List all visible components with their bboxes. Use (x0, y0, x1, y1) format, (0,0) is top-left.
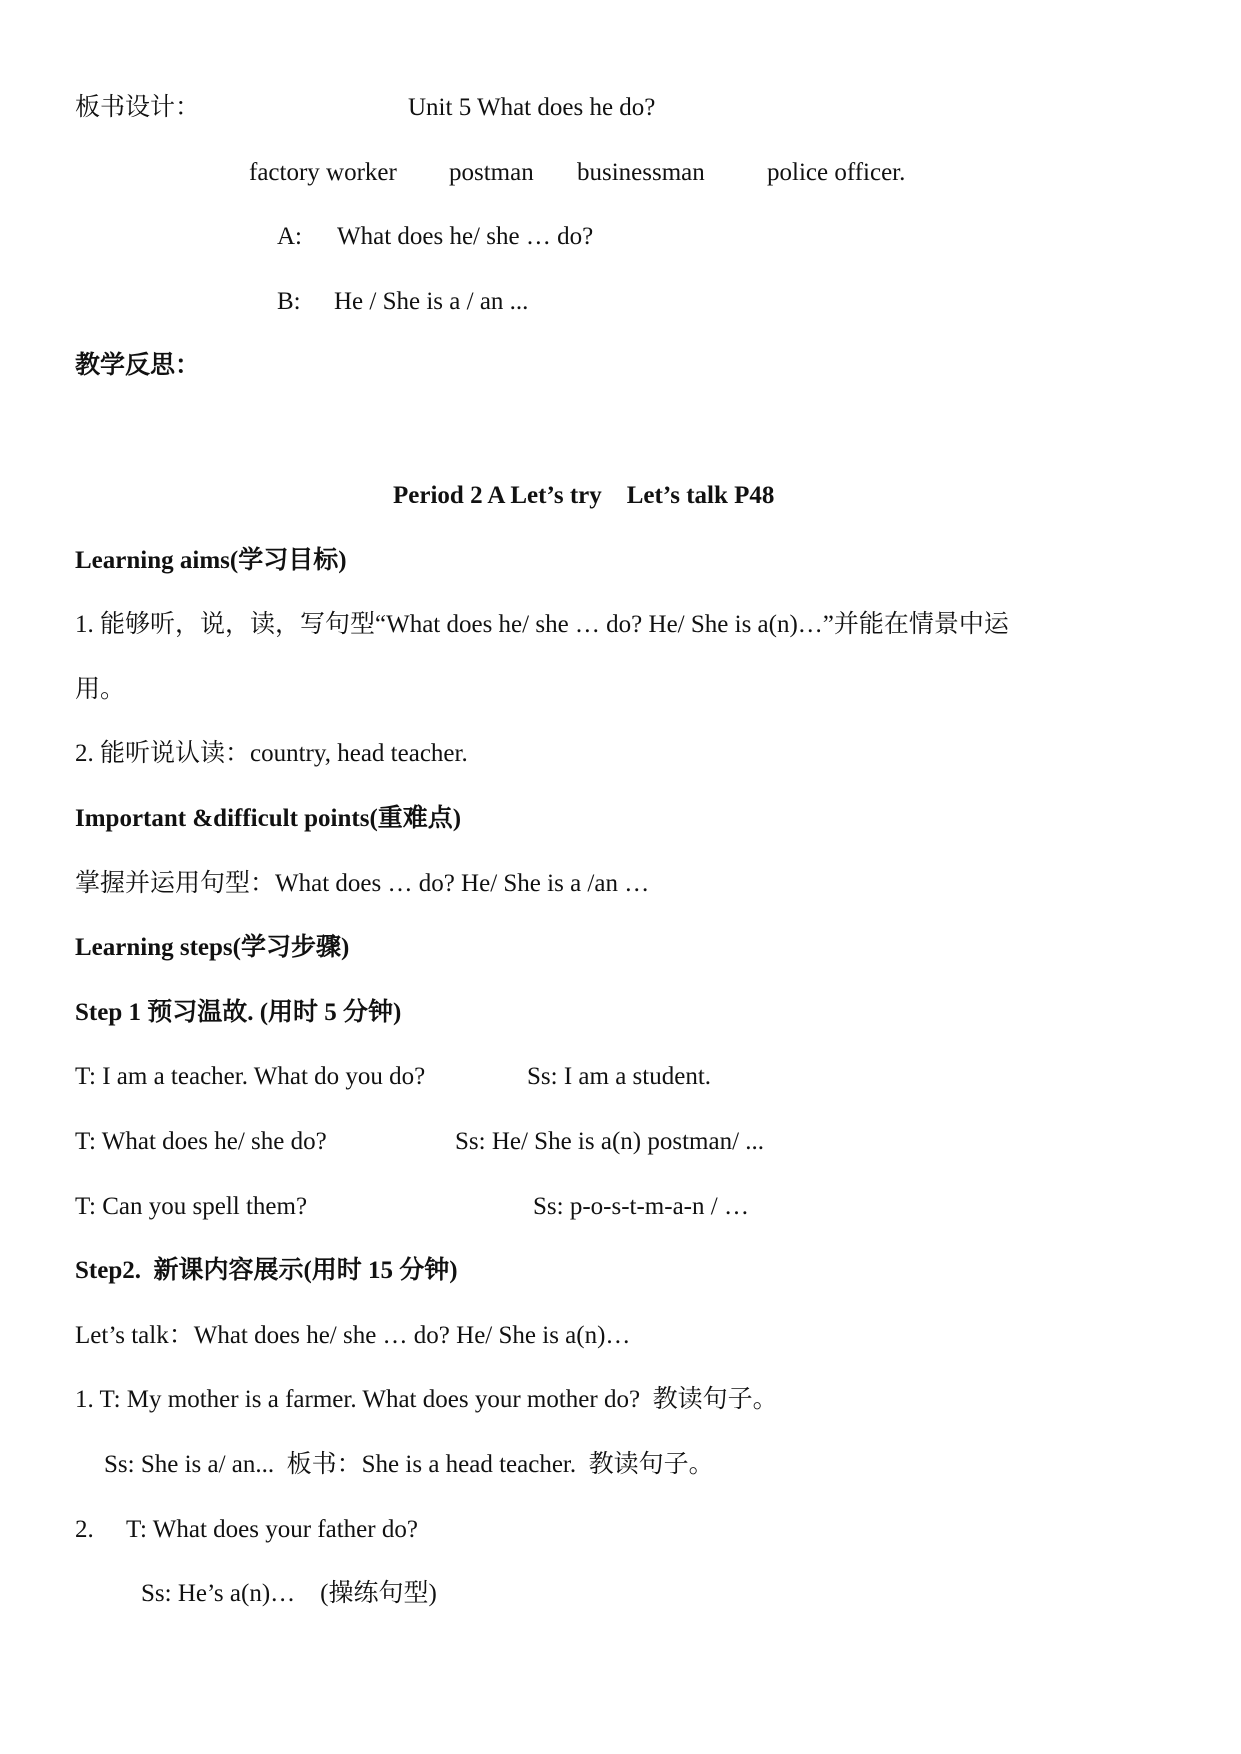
step1-row-3-students: Ss: p-o-s-t-m-a-n / … (533, 1193, 749, 1220)
step2-item-2-number: 2. (75, 1516, 94, 1543)
step1-row-1-teacher: T: I am a teacher. What do you do? (75, 1063, 426, 1090)
step1-row-2-students: Ss: He/ She is a(n) postman/ ... (455, 1128, 765, 1155)
step2-item-1-teacher: 1. T: My mother is a farmer. What does your mother do? 教读句子。 (75, 1386, 778, 1413)
step2-heading: Step2. 新课内容展示(用时 15 分钟) (75, 1257, 458, 1284)
vocab-word-factory-worker: factory worker (249, 159, 397, 186)
aims-heading: Learning aims(学习目标) (75, 547, 347, 574)
dialog-b-text: He / She is a / an ... (334, 288, 529, 315)
dialog-a-marker: A: (277, 223, 302, 250)
vocab-word-police-officer: police officer. (767, 159, 906, 186)
steps-heading: Learning steps(学习步骤) (75, 934, 350, 961)
step1-heading: Step 1 预习温故. (用时 5 分钟) (75, 999, 402, 1026)
points-heading: Important &difficult points(重难点) (75, 805, 462, 832)
dialog-a-text: What does he/ she … do? (337, 223, 594, 250)
board-design-label: 板书设计： (75, 94, 201, 121)
step2-item-1-students: Ss: She is a/ an... 板书：She is a head teacher. 教读句子。 (104, 1451, 714, 1478)
step1-row-3-teacher: T: Can you spell them? (75, 1193, 308, 1220)
aims-item-1-line-1: 1. 能够听，说，读，写句型“What does he/ she … do? He/ She is a(n)…”并能在情景中运 (75, 611, 1009, 638)
step2-talk: Let’s talk：What does he/ she … do? He/ She is a(n)… (75, 1322, 631, 1349)
step1-row-2-teacher: T: What does he/ she do? (75, 1128, 327, 1155)
step2-item-2-students: Ss: He’s a(n)… (操练句型) (141, 1580, 437, 1607)
aims-item-1-line-2: 用。 (75, 676, 126, 703)
points-text: 掌握并运用句型：What does … do? He/ She is a /an … (75, 870, 650, 897)
step1-row-1-students: Ss: I am a student. (527, 1063, 712, 1090)
dialog-b-marker: B: (277, 288, 301, 315)
vocab-word-businessman: businessman (577, 159, 705, 186)
reflection-label: 教学反思： (75, 352, 201, 379)
board-design-title: Unit 5 What does he do? (408, 94, 656, 121)
aims-item-2: 2. 能听说认读：country, head teacher. (75, 740, 468, 767)
step2-item-2-teacher: T: What does your father do? (126, 1516, 418, 1543)
vocab-word-postman: postman (449, 159, 534, 186)
period-title: Period 2 A Let’s try Let’s talk P48 (393, 482, 775, 509)
